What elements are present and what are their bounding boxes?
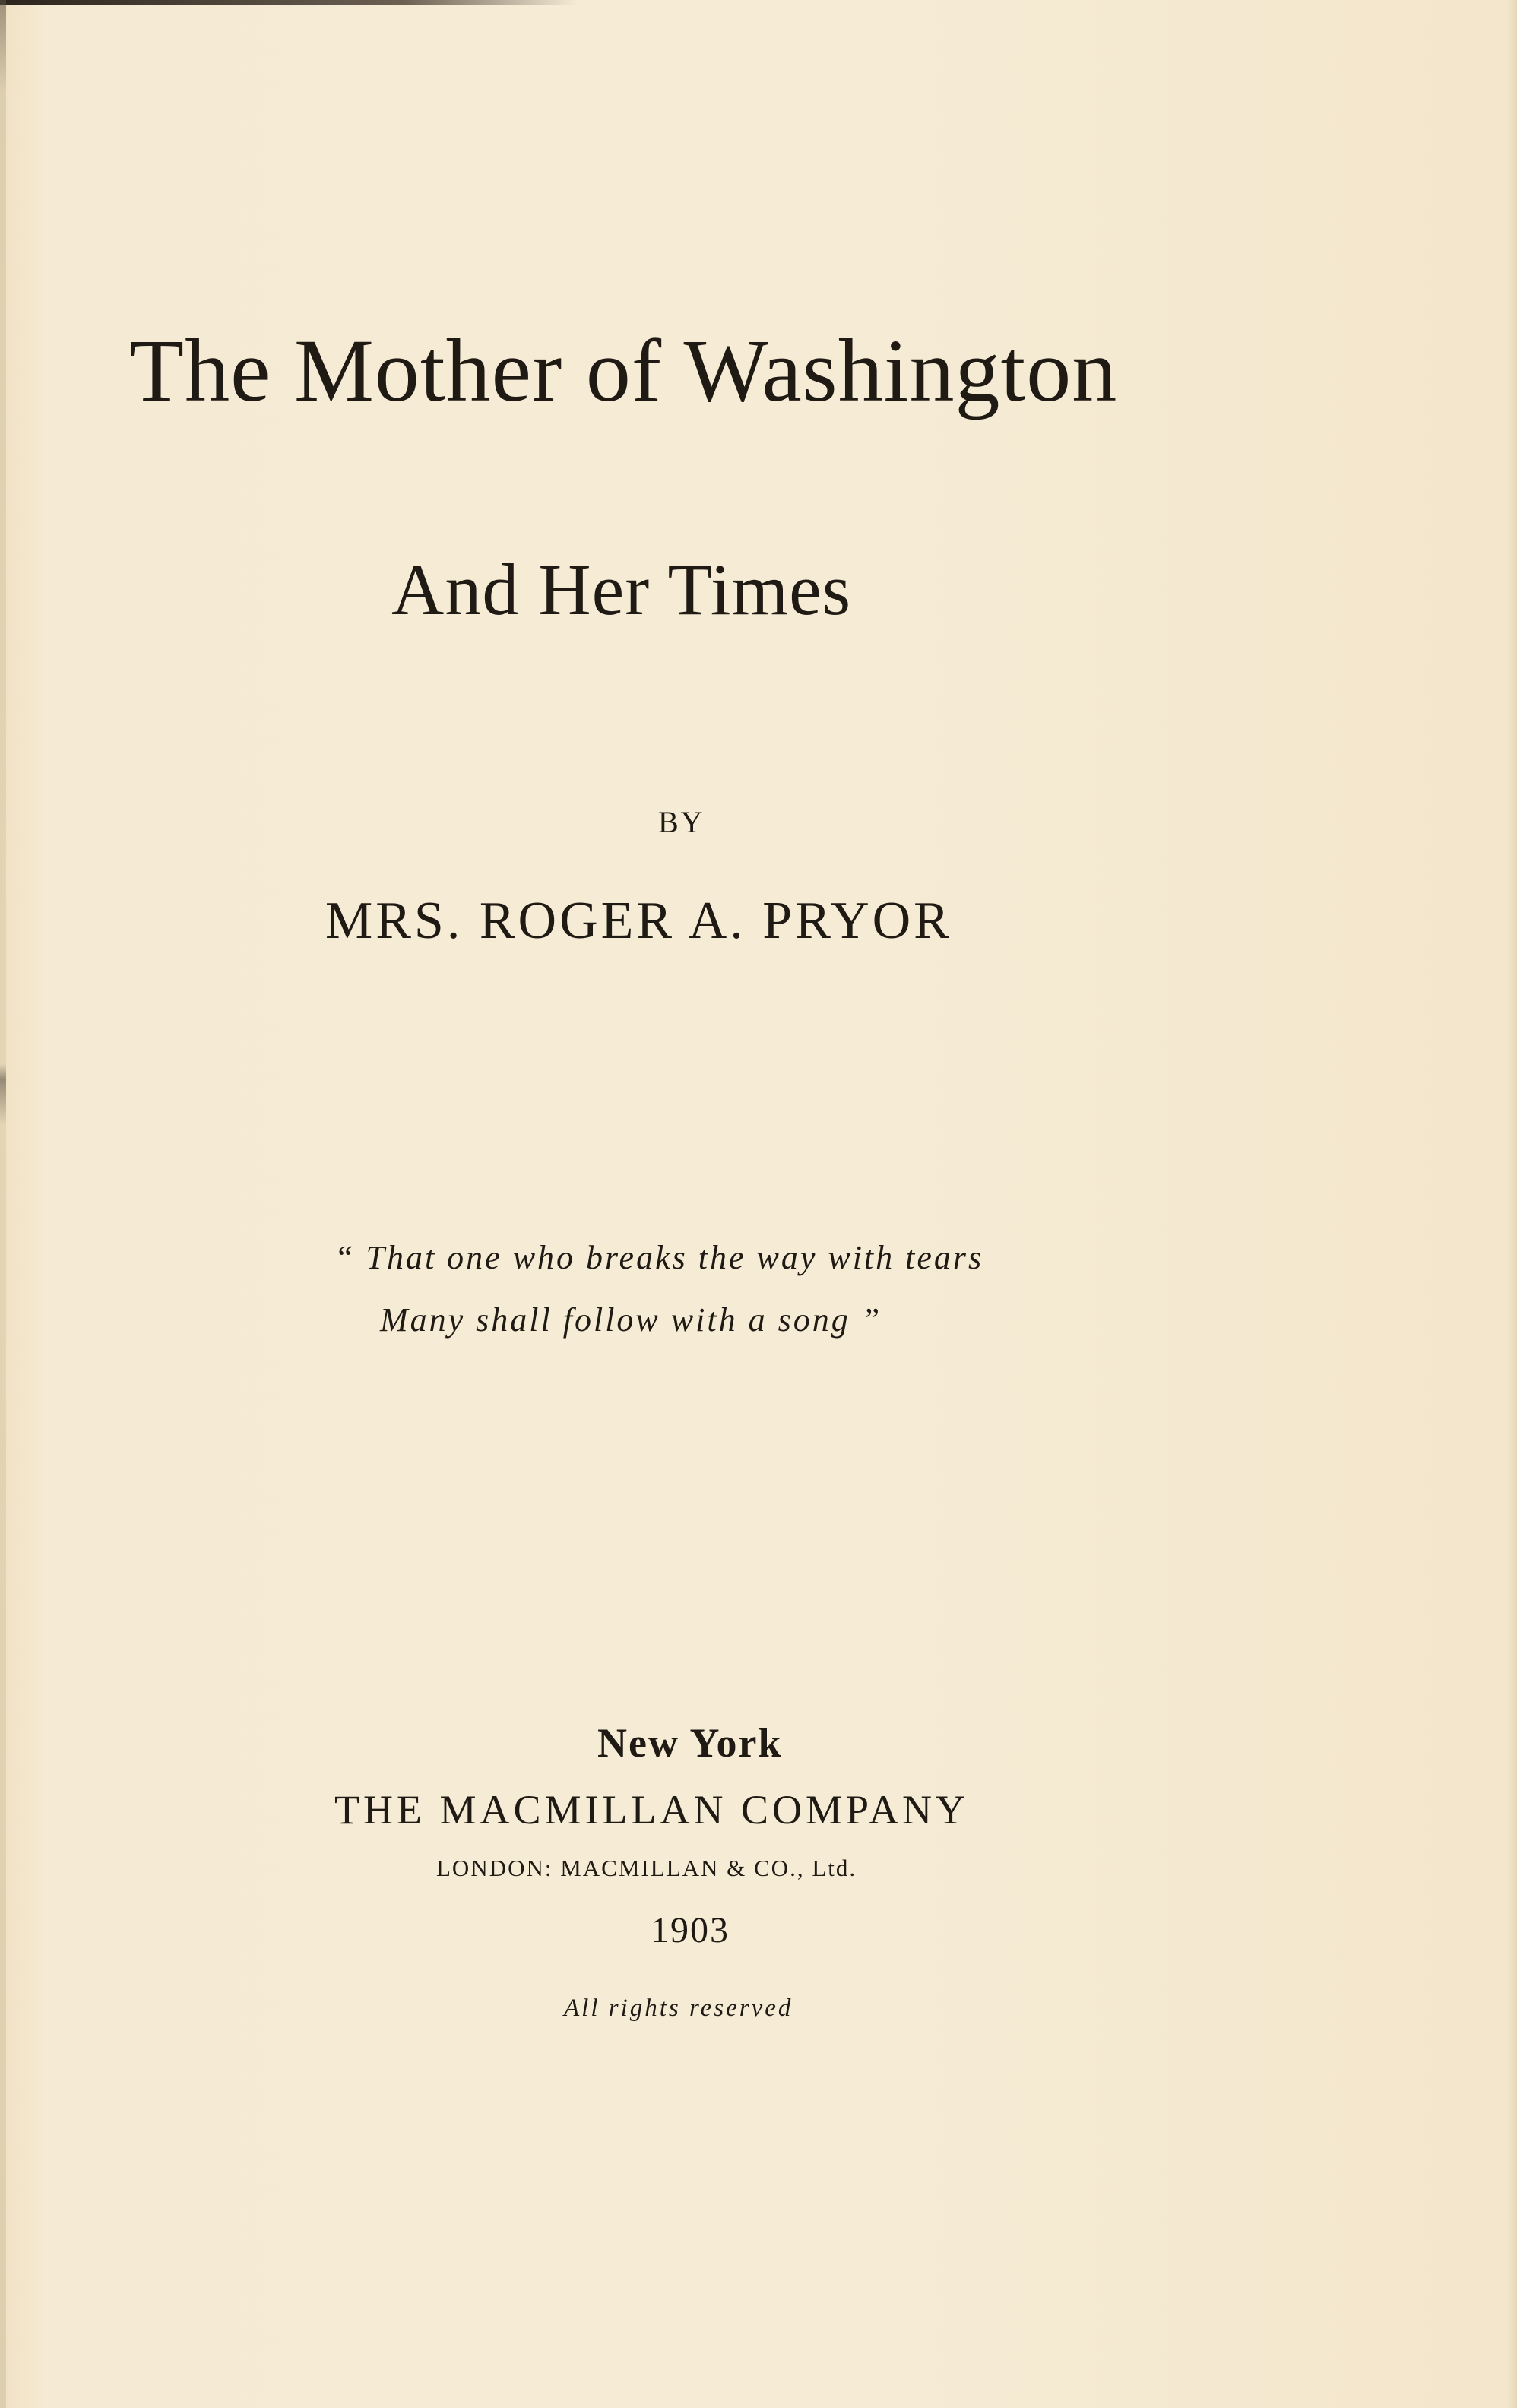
epigraph (334, 1227, 983, 1351)
page-right-edge (1506, 0, 1517, 2408)
epigraph-line-1: “ That one who breaks the way with tears (334, 1239, 984, 1276)
publisher-name: THE MACMILLAN COMPANY (334, 1787, 970, 1833)
london-publisher: LONDON: MACMILLAN & CO., Ltd. (436, 1855, 857, 1881)
by-line: BY (658, 805, 705, 839)
page-binding-edge (0, 0, 6, 2408)
epigraph-line-2: Many shall follow with a song ” (380, 1301, 882, 1339)
publication-year: 1903 (651, 1910, 730, 1950)
rights-notice: All rights reserved (564, 1995, 793, 2022)
publication-place: New York (597, 1720, 783, 1766)
book-subtitle: And Her Times (391, 549, 852, 630)
author-name: MRS. ROGER A. PRYOR (325, 892, 952, 950)
page-top-edge (0, 0, 578, 5)
book-title: The Mother of Washington (129, 321, 1118, 420)
